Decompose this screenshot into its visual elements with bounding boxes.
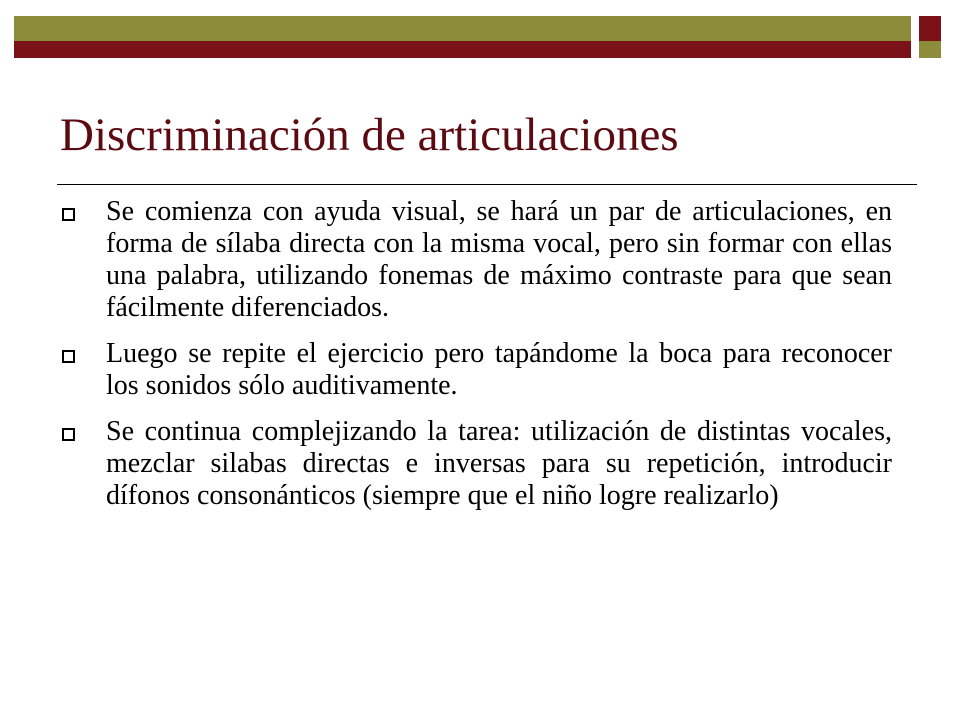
- square-bullet-icon: [62, 350, 75, 363]
- bullet-text: Se comienza con ayuda visual, se hará un par de articulaciones, en forma de sílaba directa con la misma vocal, pero sin formar con ellas una palabra, utilizando fonemas de máximo contraste para que sean fácilmente diferenciados.: [106, 196, 892, 323]
- corner-block-maroon: [919, 16, 941, 41]
- bullet-item: [62, 416, 892, 512]
- title-divider: [57, 184, 917, 185]
- bullet-item: [62, 196, 892, 324]
- square-bullet-icon: [62, 208, 75, 221]
- square-bullet-icon: [62, 428, 75, 441]
- corner-block-olive: [919, 41, 941, 58]
- top-decorative-bar: [14, 16, 911, 58]
- bullet-text: Luego se repite el ejercicio pero tapándome la boca para reconocer los sonidos sólo auditivamente.: [106, 338, 892, 401]
- bullet-item: [62, 338, 892, 402]
- top-bar-maroon-stripe: [14, 41, 911, 58]
- bullet-list: [62, 196, 892, 526]
- slide-title: Discriminación de articulaciones: [60, 109, 679, 161]
- top-bar-olive-stripe: [14, 16, 911, 41]
- bullet-text: Se continua complejizando la tarea: utilización de distintas vocales, mezclar silabas directas e inversas para su repetición, introducir dífonos consonánticos (siempre que el niño logre realizarlo): [106, 416, 892, 511]
